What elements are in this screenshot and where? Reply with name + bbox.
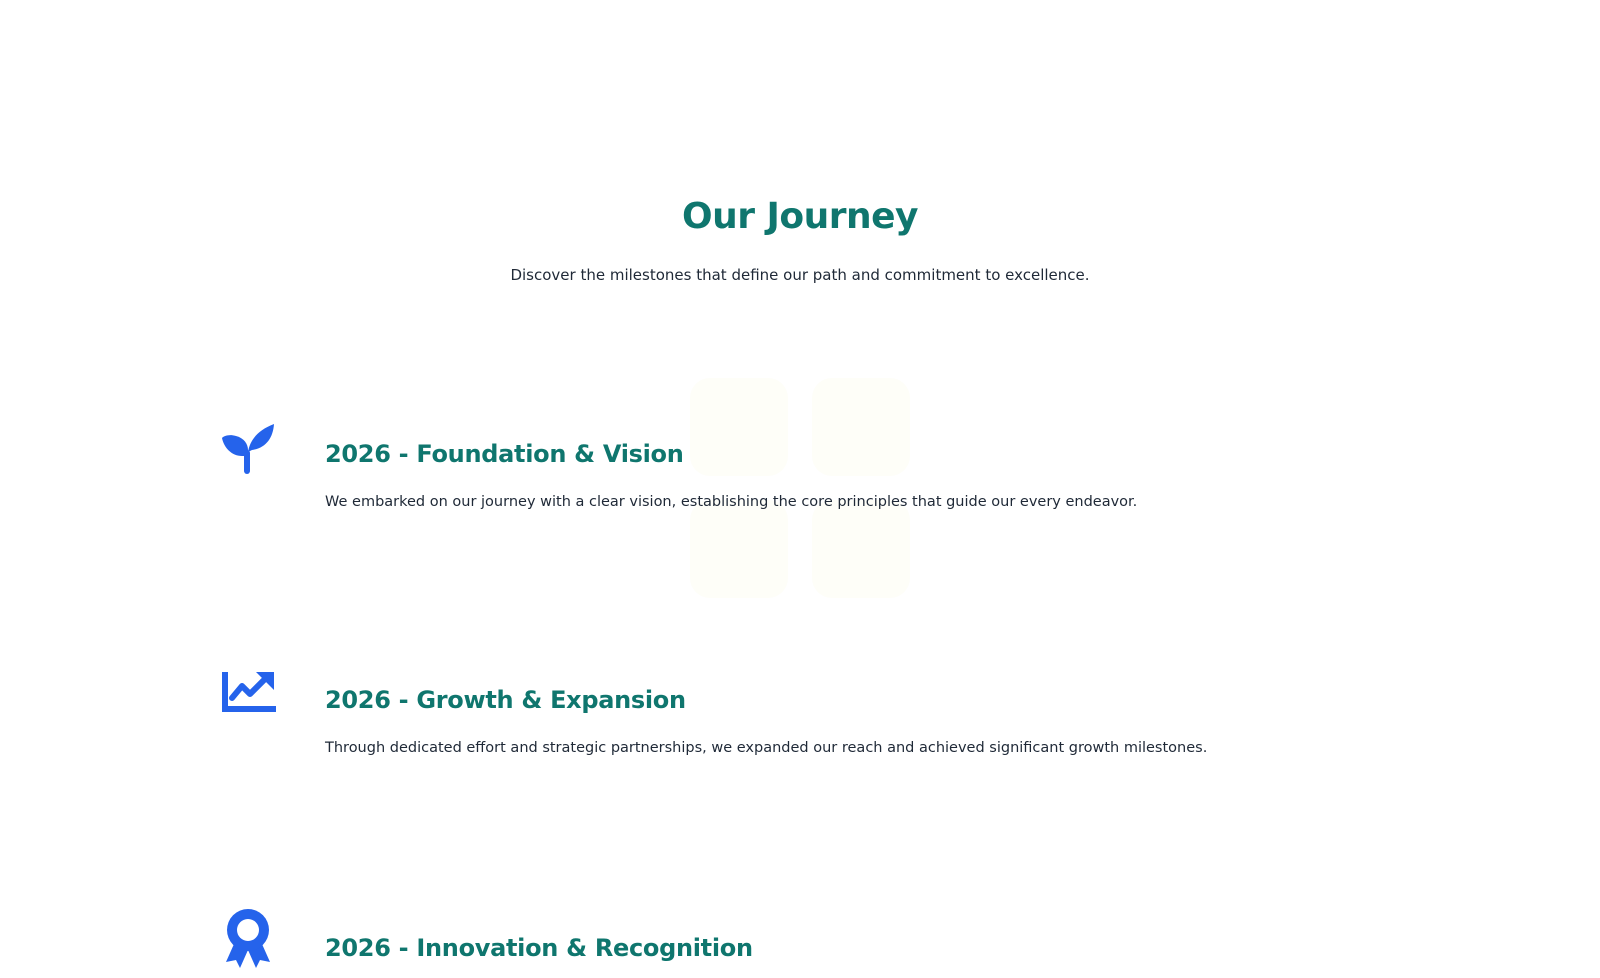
- page-title: Our Journey: [681, 196, 919, 237]
- sprout-icon: [220, 418, 276, 474]
- milestone-title: 2026 - Foundation & Vision: [325, 440, 684, 468]
- background-tile: [812, 378, 910, 476]
- trending-chart-icon: [220, 668, 276, 724]
- background-tile: [690, 378, 788, 476]
- milestone-title: 2026 - Growth & Expansion: [325, 686, 686, 714]
- milestone-description: We embarked on our journey with a clear vision, establishing the core principles that guide our every endeavor.: [325, 494, 1138, 510]
- milestone-description: Through dedicated effort and strategic partnerships, we expanded our reach and achieved significant growth milestones.: [325, 740, 1208, 756]
- milestone-title: 2026 - Innovation & Recognition: [325, 934, 753, 962]
- background-tile: [690, 500, 788, 598]
- page-subtitle: Discover the milestones that define our path and commitment to excellence.: [510, 266, 1090, 284]
- background-tile: [812, 500, 910, 598]
- award-ribbon-icon: [220, 908, 276, 964]
